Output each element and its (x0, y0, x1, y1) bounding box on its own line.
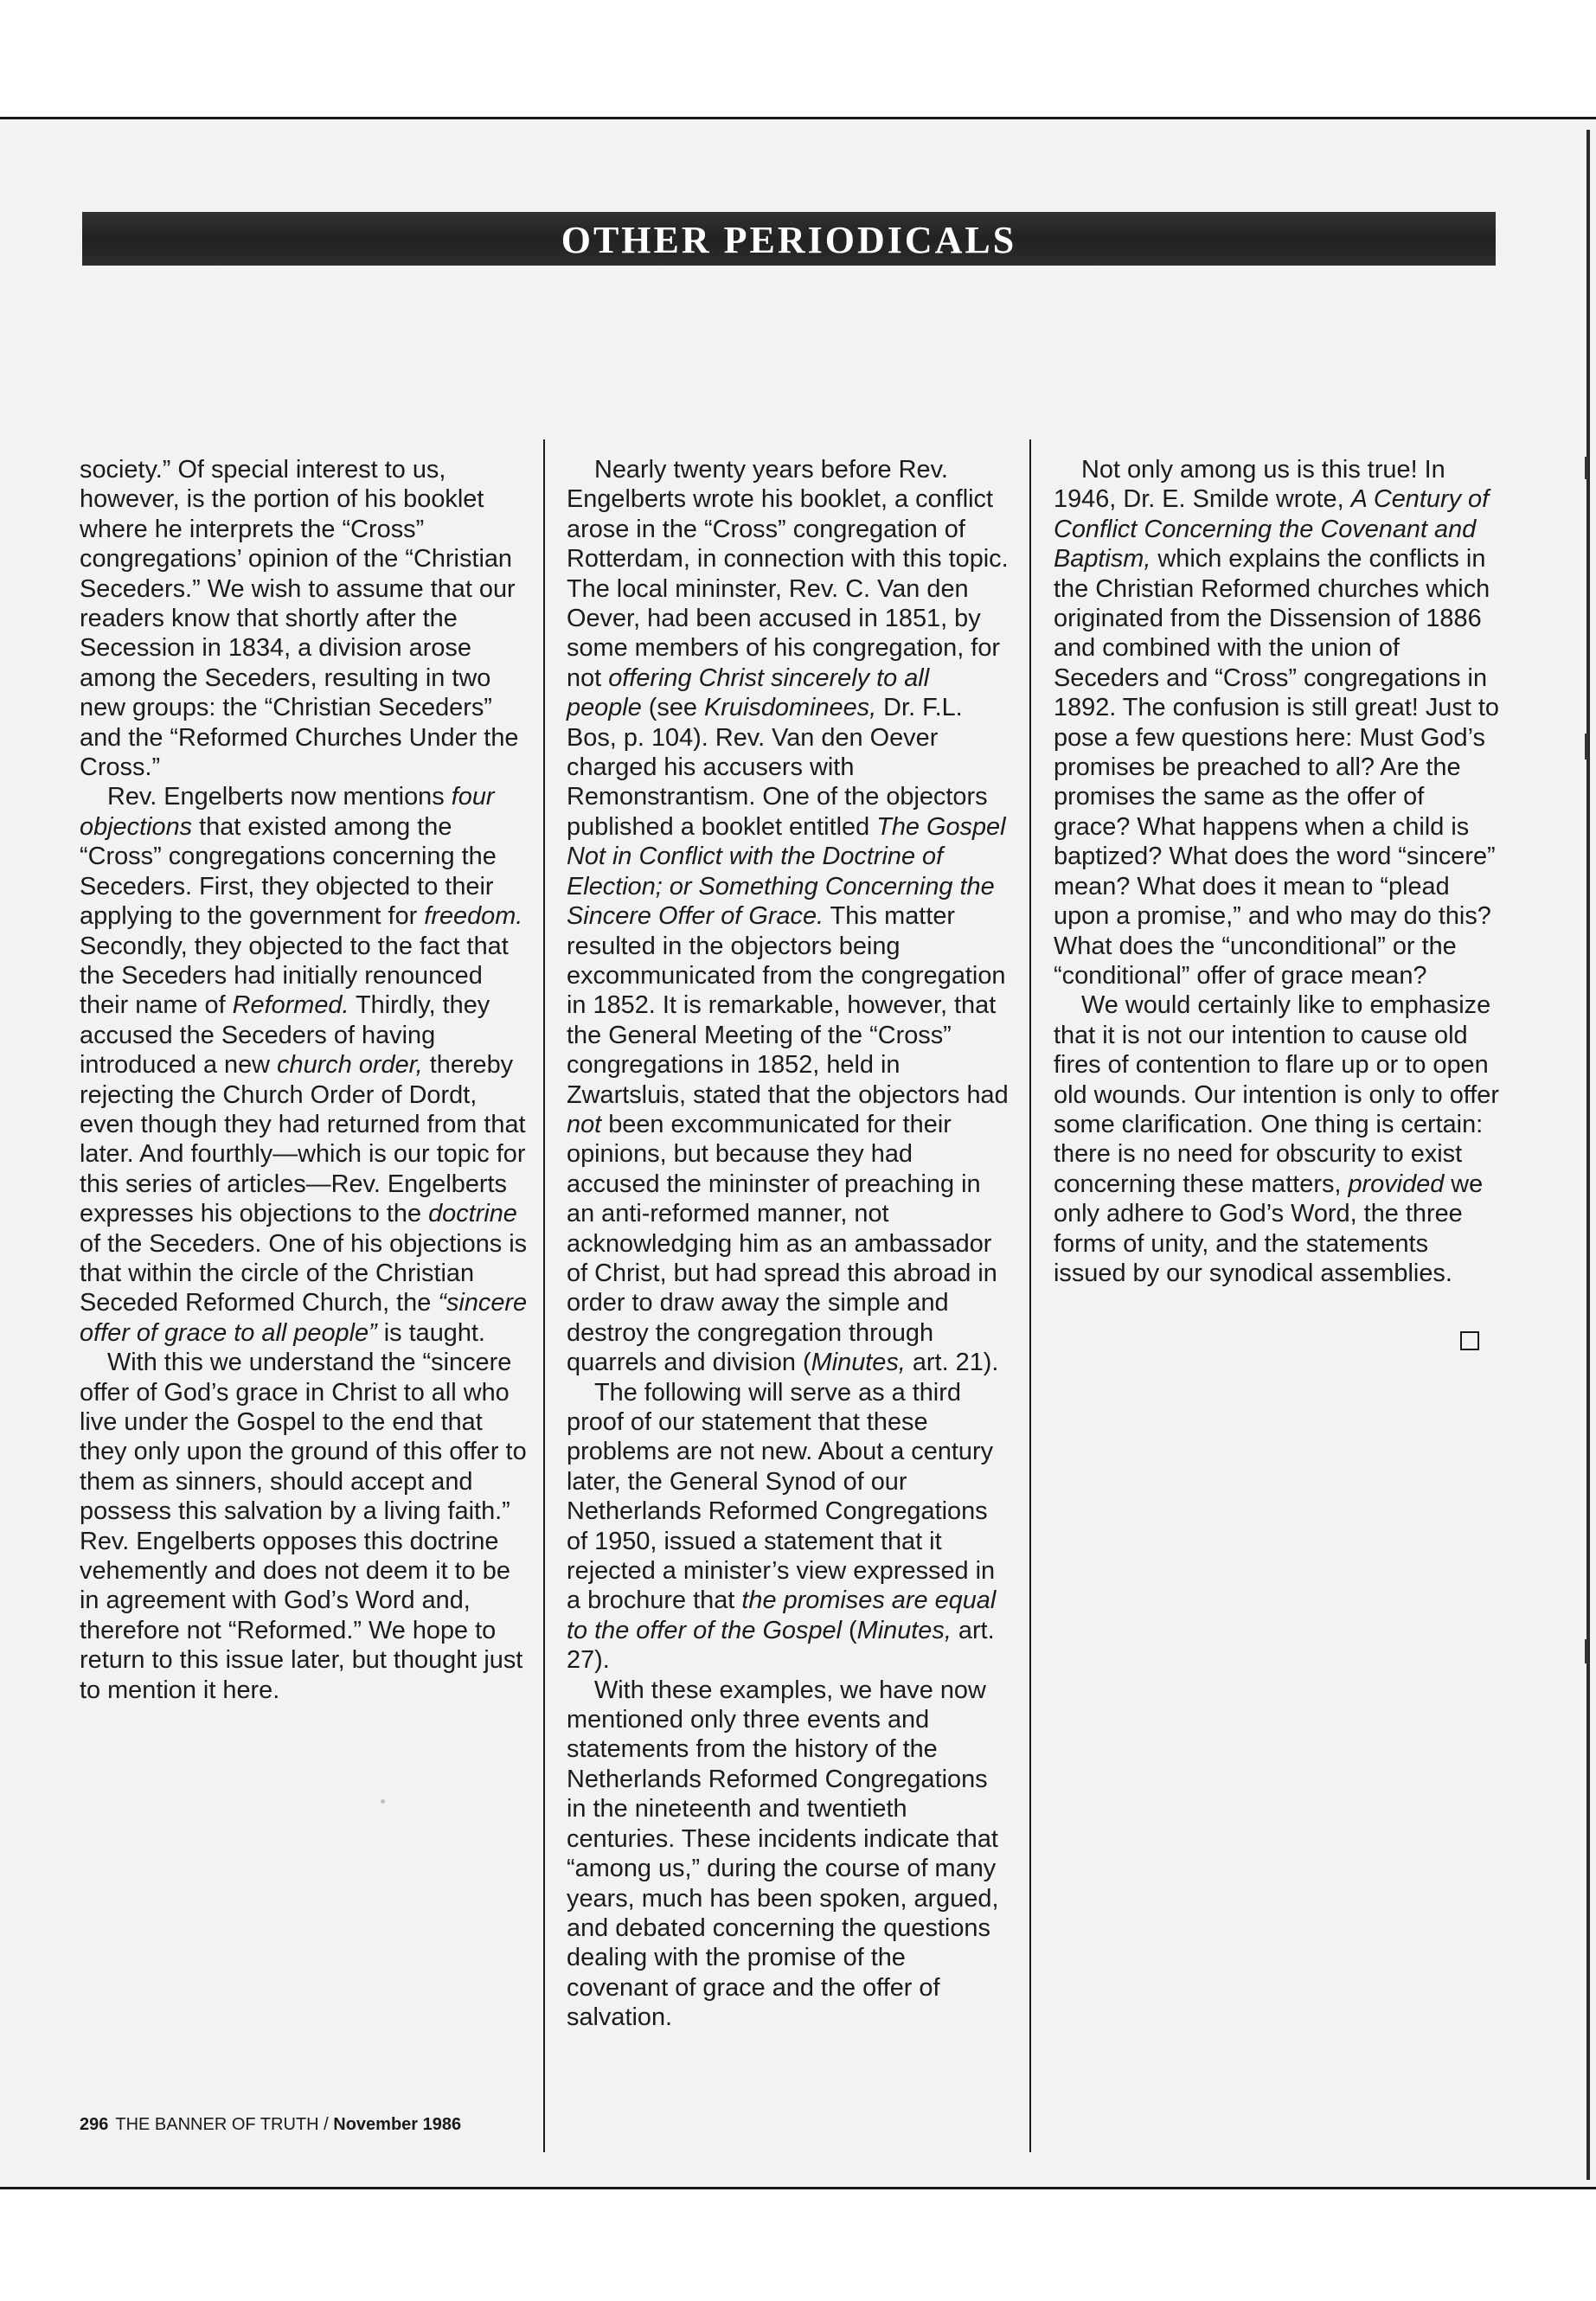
article-paragraph (80, 782, 529, 1348)
italic-text: offering Christ sincerely to all people (567, 663, 930, 722)
body-text: art. 21). (905, 1349, 999, 1377)
body-text: Nearly twenty years before Rev. Engelberts wrote his booklet, a conflict arose in the “Cross” congregation of Rotterdam, in connection with this topic. The local mininster, Rev. C. Van den Oever, had been accused in 1851, by some members of his congregation, for not (567, 456, 1009, 692)
scan-edge-mark (1585, 1639, 1588, 1663)
article-paragraph (567, 1676, 1010, 2033)
column-divider (1029, 439, 1031, 2152)
publication-name: THE BANNER OF TRUTH / (115, 2115, 334, 2134)
italic-text: A Century of Conflict Concerning the Covenant and Baptism, (1054, 485, 1490, 574)
body-text: Thirdly, they accused the Seceders of having introduced a new (80, 991, 490, 1080)
italic-text: doctrine (428, 1200, 517, 1228)
issue-date: November 1986 (333, 2115, 462, 2134)
italic-text: Kruisdominees, (704, 694, 877, 722)
body-text: Rev. Engelberts now mentions (107, 783, 452, 811)
body-text: With this we understand the “sincere offer of God’s grace in Christ to all who live under the Gospel to the end that they only upon the ground of this offer to them as sinners, should accept and possess this salvation by a living faith.” Rev. Engelberts opposes this doctrine vehemently and does not deem it to be in agreement with God’s Word and, therefore not “Reformed.” We hope to return to this issue later, but thought just to mention it here. (80, 1349, 527, 1704)
article-paragraph (1054, 990, 1503, 1288)
end-of-article-mark (1460, 1331, 1479, 1350)
body-text: With these examples, we have now mentioned only three events and statements from the history of the Netherlands Reformed Congregations in the nineteenth and twentieth centuries. These incidents indicate that “among us,” during the course of many years, much has been spoken, argued, and debated concerning the questions dealing with the promise of the covenant of grace and the offer of salvation. (567, 1676, 999, 2032)
body-text: been excommunicated for their opinions, but because they had accused the mininster of preaching in an anti-reformed manner, not acknowledging him as an ambassador of Christ, but had spread this abroad in order to draw away the simple and destroy the congregation through quarrels and division ( (567, 1110, 997, 1377)
body-text: which explains the conflicts in the Christian Reformed churches which originated from the Dissension of 1886 and combined with the union of Seceders and “Cross” congregations in 1892. The confusion is still great! Just to pose a few questions here: Must God’s promises be preached to all? Are the promises the same as the offer of grace? What happens when a child is baptized? What does the word “sincere” mean? What does it mean to “plead upon a promise,” and who may do this? What does the “unconditional” or the “conditional” offer of grace mean? (1054, 545, 1499, 990)
italic-text: church order, (277, 1051, 423, 1080)
scan-edge-mark (1585, 457, 1588, 479)
body-text: The following will serve as a third proof of our statement that these problems are not new. About a century later, the General Synod of our Netherlands Reformed Congregations of 1950, issued a statement that it rejected a minister’s view expressed in a brochure that (567, 1378, 996, 1615)
body-text: is taught. (376, 1318, 485, 1347)
body-text: This matter resulted in the objectors being excommunicated from the congregation in 1852. It is remarkable, however, that the General Meeting of the “Cross” congregations in 1852, held in Zwartsluis, stated that the objectors had (567, 902, 1009, 1109)
article-column-3 (1054, 455, 1503, 1288)
article-paragraph (567, 455, 1010, 1378)
body-text: of the Seceders. One of his objections is that within the circle of the Christian Seceded Reformed Church, the (80, 1229, 528, 1317)
body-text: that existed among the “Cross” congregations concerning the Seceders. First, they objected to their applying to the government for (80, 812, 497, 931)
article-paragraph (1054, 455, 1503, 990)
section-title: OTHER PERIODICALS (561, 219, 1017, 261)
article-paragraph (80, 1348, 529, 1705)
italic-text: not (567, 1110, 602, 1138)
italic-text: Minutes, (856, 1616, 952, 1644)
body-text: We would certainly like to emphasize that it is not our intention to cause old fires of contention to flare up or to open old wounds. Our intention is only to offer some clarification. One thing is certain: there is no need for obscurity to exist concerning these matters, (1054, 991, 1499, 1198)
column-divider (543, 439, 545, 2152)
body-text: we only adhere to God’s Word, the three forms of unity, and the statements issued by our synodical assemblies. (1054, 1170, 1484, 1287)
scan-speck (381, 1799, 385, 1804)
body-text: thereby rejecting the Church Order of Dordt, even though they had returned from that later. And fourthly—which is our topic for this series of articles—Rev. Engelberts expresses his objections to the (80, 1051, 526, 1228)
italic-text: Minutes, (811, 1349, 906, 1377)
body-text: (see (641, 694, 705, 722)
body-text: ( (842, 1616, 857, 1644)
body-text: Dr. F.L. Bos, p. 104). Rev. Van den Oever charged his accusers with Remonstrantism. One of the objectors published a booklet entitled (567, 694, 988, 841)
italic-text: “sincere offer of grace to all people” (80, 1289, 528, 1347)
body-text: society.” Of special interest to us, however, is the portion of his booklet where he interprets the “Cross” congregations’ opinion of the “Christian Seceders.” We wish to assume that our readers know that shortly after the Secession in 1834, a division arose among the Seceders, resulting in two new groups: the “Christian Seceders” and the “Reformed Churches Under the Cross.” (80, 456, 519, 782)
page-footer (80, 2115, 461, 2135)
body-text: art. 27). (567, 1616, 995, 1675)
page-number: 296 (80, 2115, 109, 2134)
body-text: Not only among us is this true! In 1946, Dr. E. Smilde wrote, (1054, 456, 1445, 514)
section-header (82, 212, 1496, 266)
italic-text: freedom. (424, 902, 523, 931)
italic-text: Reformed. (232, 991, 349, 1020)
scan-edge-mark (1585, 734, 1588, 760)
scan-edge-bar (1586, 130, 1590, 2180)
article-paragraph (80, 455, 529, 782)
italic-text: The Gospel Not in Conflict with the Doctrine of Election; or Something Concerning the Sincere Offer of Grace. (567, 812, 1006, 931)
italic-text: provided (1348, 1170, 1445, 1198)
italic-text: the promises are equal to the offer of the Gospel (567, 1586, 997, 1644)
body-text: Secondly, they objected to the fact that the Seceders had initially renounced their name of (80, 932, 509, 1020)
article-column-2 (567, 455, 1010, 2033)
article-paragraph (567, 1378, 1010, 1676)
article-column-1 (80, 455, 529, 1705)
italic-text: four objections (80, 783, 495, 841)
